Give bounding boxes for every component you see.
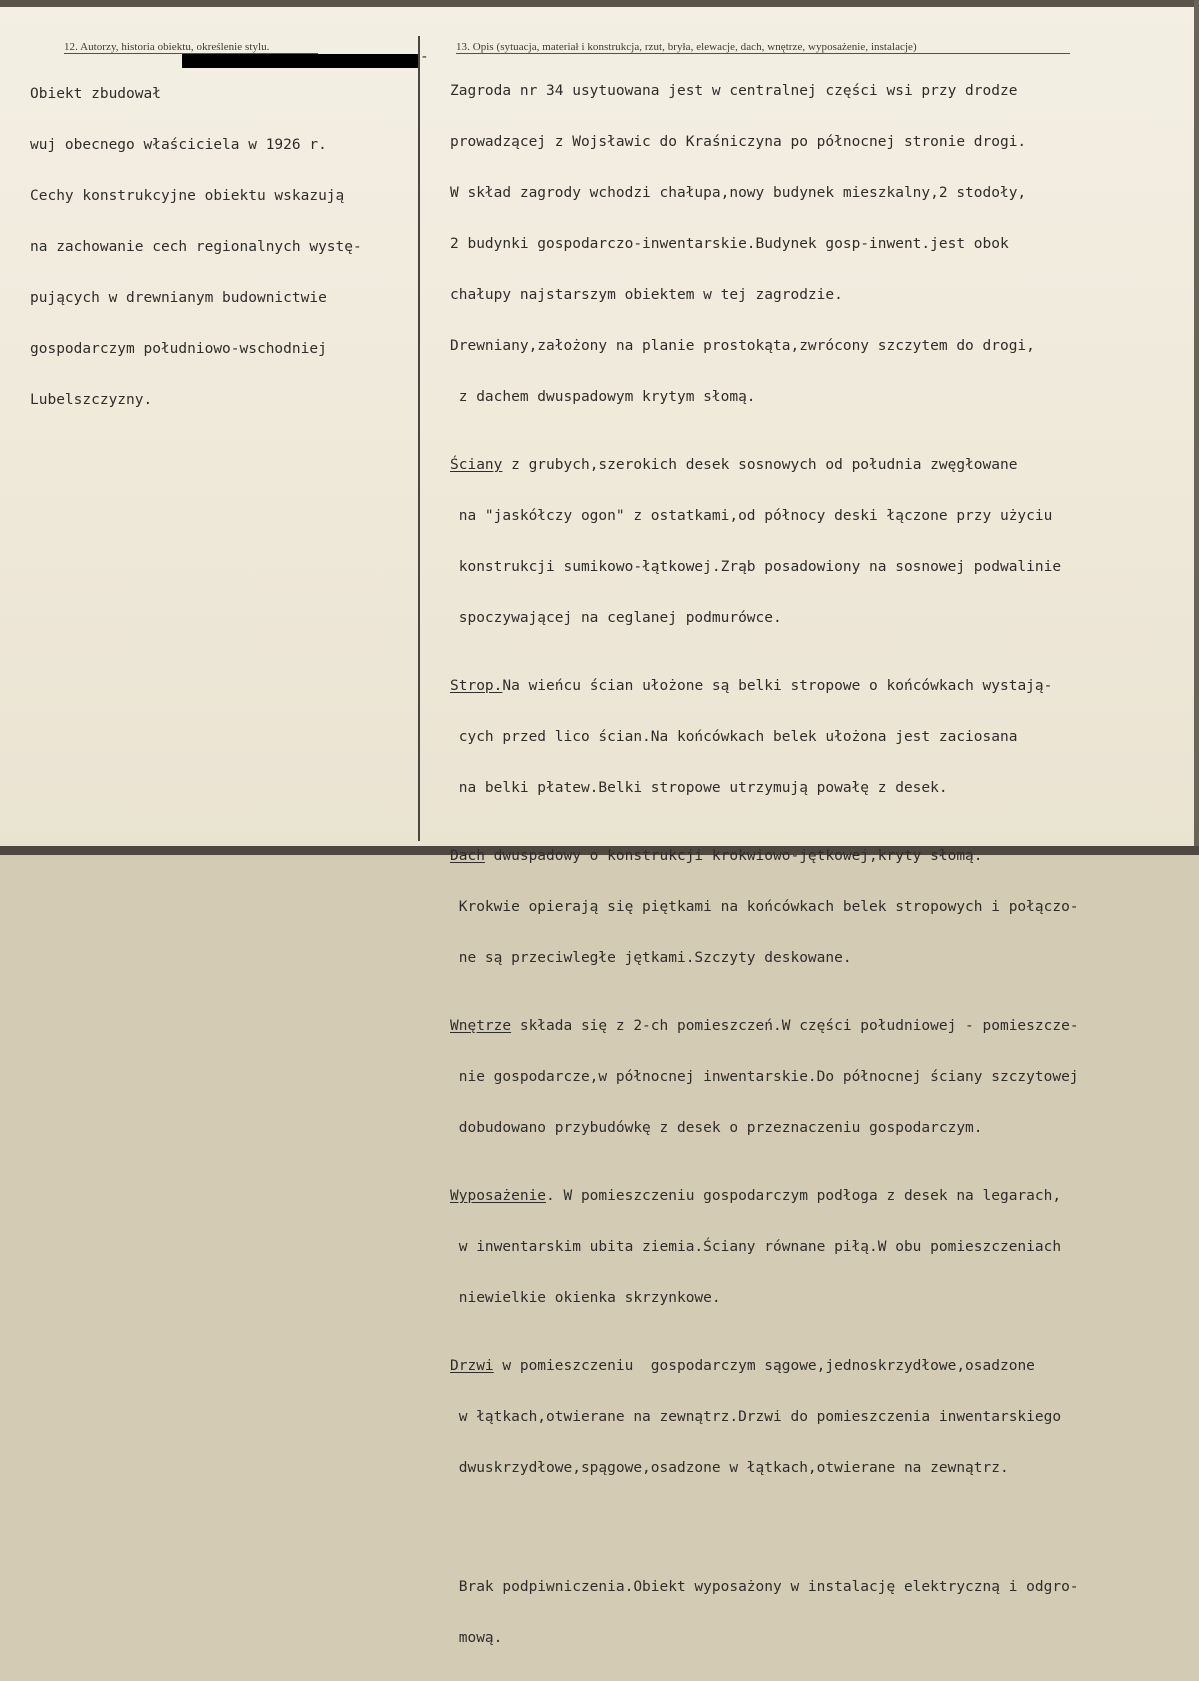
paragraph-gap [450, 1528, 1079, 1545]
interior-text: składa się z 2-ch pomieszczeń.W części południowej - pomieszcze- [511, 1018, 1079, 1034]
field-13-text [450, 49, 1079, 1681]
interior-paragraph-line [450, 1018, 1079, 1035]
doors-paragraph-line: dwuskrzydłowe,spągowe,osadzone w łątkach,otwierane na zewnątrz. [450, 1460, 1009, 1476]
roof-paragraph-line [450, 848, 1079, 865]
column-divider [418, 36, 420, 841]
walls-paragraph-line: konstrukcji sumikowo-łątkowej.Zrąb posadowiony na sosnowej podwalinie [450, 559, 1062, 575]
intro-line: Zagroda nr 34 usytuowana jest w centralnej części wsi przy drodze [450, 83, 1018, 99]
equipment-paragraph-line: niewielkie okienka skrzynkowe. [450, 1290, 721, 1306]
left-line: Obiekt zbudował [30, 86, 161, 102]
field-12-heading: 12. Autorzy, historia obiektu, określenie stylu. [64, 41, 270, 53]
intro-line: W skład zagrody wchodzi chałupa,nowy budynek mieszkalny,2 stodoły, [450, 185, 1027, 201]
left-line: gospodarczym południowo-wschodniej [30, 341, 327, 357]
doors-paragraph-line [450, 1358, 1079, 1375]
intro-line: chałupy najstarszym obiektem w tej zagrodzie. [450, 287, 843, 303]
redaction-bar [182, 54, 418, 68]
intro-line: prowadzącej z Wojsławic do Kraśniczyna po północnej stronie drogi. [450, 134, 1027, 150]
walls-text: z grubych,szerokich desek sosnowych od południa zwęgłowane [502, 457, 1018, 473]
closing-line: Brak podpiwniczenia.Obiekt wyposażony w instalację elektryczną i odgro- [450, 1579, 1079, 1595]
field-13-heading: 13. Opis (sytuacja, materiał i konstrukcja, rzut, bryła, elewacje, dach, wnętrze, wyposażenie, instalacje) [456, 41, 917, 53]
doors-paragraph-line: w łątkach,otwierane na zewnątrz.Drzwi do pomieszczenia inwentarskiego [450, 1409, 1062, 1425]
walls-paragraph-line: na "jaskółczy ogon" z ostatkami,od północy deski łączone przy użyciu [450, 508, 1053, 524]
roof-paragraph-line: ne są przeciwległe jętkami.Szczyty deskowane. [450, 950, 852, 966]
roof-paragraph-line: Krokwie opierają się piętkami na końcówkach belek stropowych i połączo- [450, 899, 1079, 915]
left-line: Cechy konstrukcyjne obiektu wskazują [30, 188, 345, 204]
ceiling-paragraph-line: cych przed lico ścian.Na końcówkach belek ułożona jest zaciosana [450, 729, 1018, 745]
scan-border-right [1194, 0, 1199, 855]
margin-dash: - [420, 49, 429, 65]
interior-paragraph-line: nie gospodarcze,w północnej inwentarskie.Do północnej ściany szczytowej [450, 1069, 1079, 1085]
intro-line: Drewniany,założony na planie prostokąta,zwrócony szczytem do drogi, [450, 338, 1035, 354]
left-line: wuj obecnego właściciela w 1926 r. [30, 137, 327, 153]
equipment-paragraph-line [450, 1188, 1079, 1205]
closing-line: mową. [450, 1630, 503, 1646]
walls-paragraph-line [450, 457, 1079, 474]
ceiling-label: Strop. [450, 678, 503, 694]
doors-label: Drzwi [450, 1358, 494, 1374]
equipment-label: Wyposażenie [450, 1188, 547, 1204]
interior-label: Wnętrze [450, 1018, 512, 1034]
ceiling-paragraph-line [450, 678, 1079, 695]
roof-text: dwuspadowy o konstrukcji krokwiowo-jętkowej,kryty słomą. [484, 848, 983, 864]
equipment-paragraph-line: w inwentarskim ubita ziemia.Ściany równane piłą.W obu pomieszczeniach [450, 1239, 1062, 1255]
roof-label: Dach [450, 848, 485, 864]
left-line: pujących w drewnianym budownictwie [30, 290, 327, 306]
intro-line: z dachem dwuspadowym krytym słomą. [450, 389, 756, 405]
intro-line: 2 budynki gospodarczo-inwentarskie.Budynek gosp-inwent.jest obok [450, 236, 1009, 252]
walls-label: Ściany [450, 457, 503, 473]
interior-paragraph-line: dobudowano przybudówkę z desek o przeznaczeniu gospodarczym. [450, 1120, 983, 1136]
left-line: na zachowanie cech regionalnych wystę- [30, 239, 362, 255]
ceiling-text: Na wieńcu ścian ułożone są belki stropowe o końcówkach wystają- [502, 678, 1053, 694]
left-line: Lubelszczyzny. [30, 392, 153, 408]
walls-paragraph-line: spoczywającej na ceglanej podmurówce. [450, 610, 782, 626]
ceiling-paragraph-line: na belki płatew.Belki stropowe utrzymują powałę z desek. [450, 780, 948, 796]
scan-border-top [0, 0, 1199, 7]
equipment-text: . W pomieszczeniu gospodarczym podłoga z desek na legarach, [546, 1188, 1062, 1204]
field-12-text [30, 52, 362, 443]
doors-text: w pomieszczeniu gospodarczym sągowe,jednoskrzydłowe,osadzone [493, 1358, 1035, 1374]
